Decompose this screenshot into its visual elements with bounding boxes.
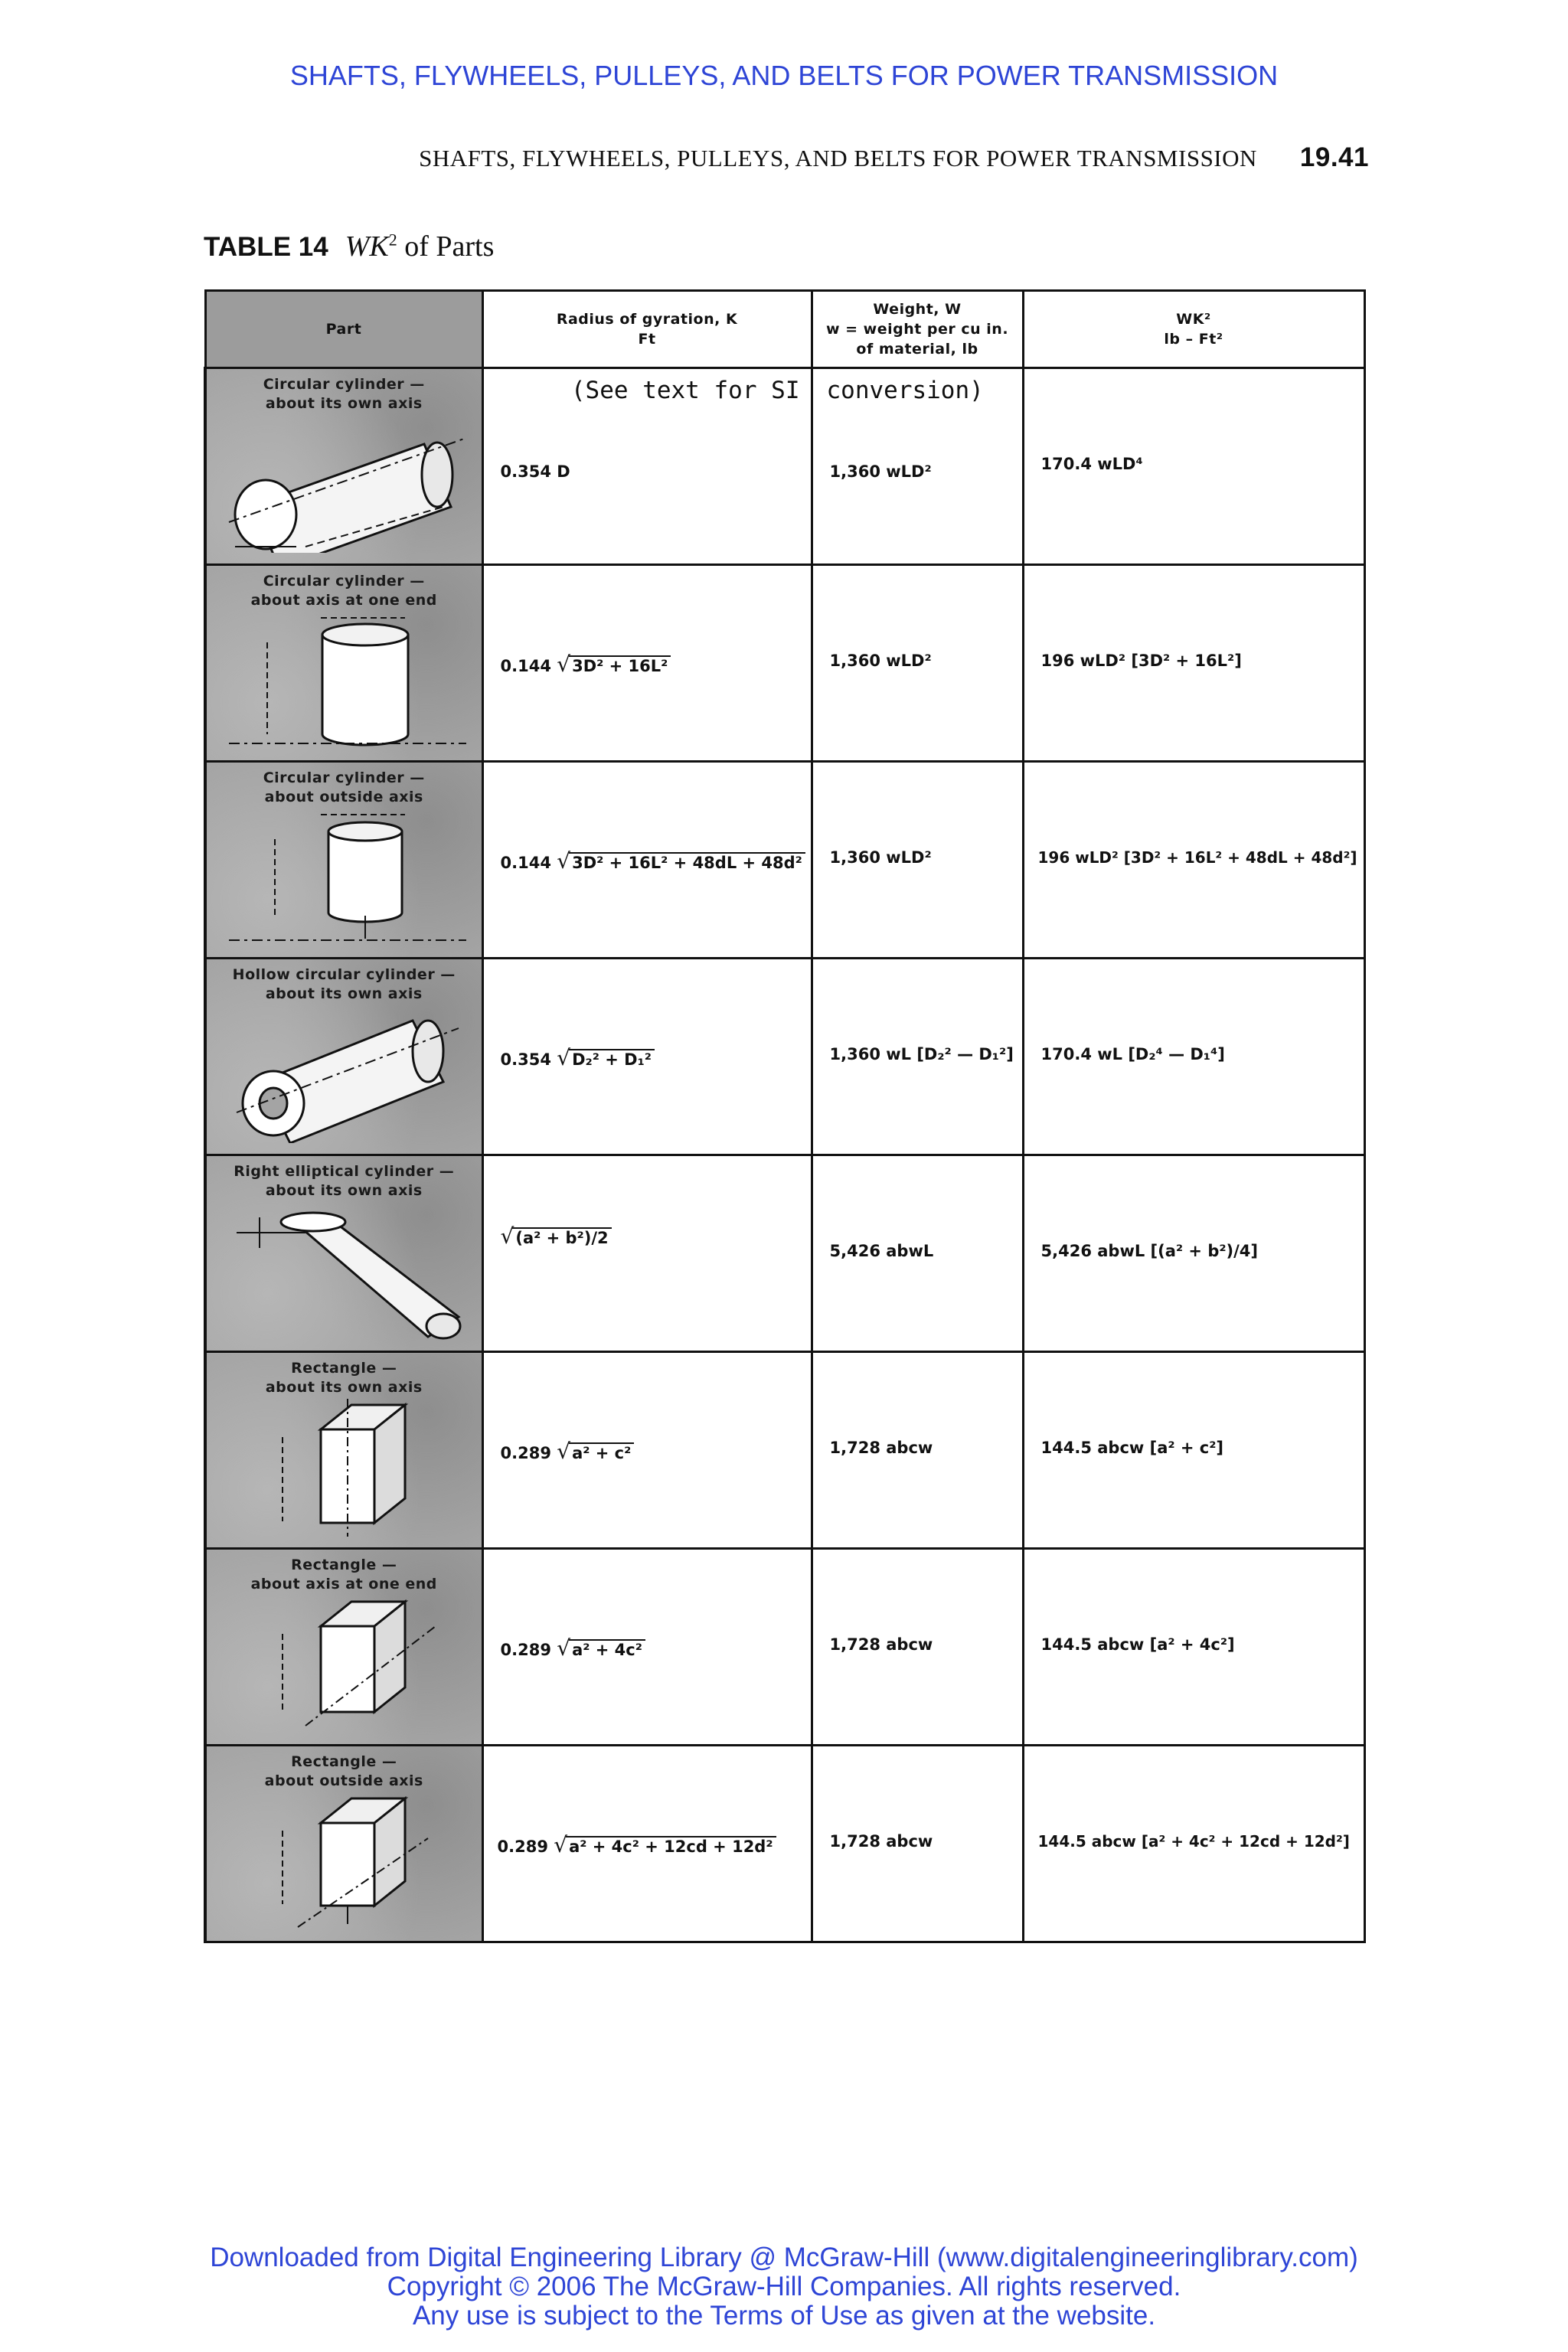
- table-row: [205, 762, 1364, 959]
- footer-download-link[interactable]: Downloaded from Digital Engineering Library @ McGraw-Hill (www.digitalengineeringlibrary.com): [210, 2243, 1358, 2272]
- table-row: [205, 1549, 1364, 1746]
- part-label-line2: about axis at one end: [250, 592, 437, 609]
- radius-prefix: 0.144: [500, 854, 551, 872]
- wk2-value: 196 wLD² [3D² + 16L²]: [1040, 652, 1242, 670]
- vertical-cylinder-end-axis-figure: [214, 612, 474, 750]
- table-row: [205, 959, 1364, 1155]
- part-label-line1: Hollow circular cylinder —: [232, 966, 456, 983]
- radius-prefix: 0.289: [500, 1444, 551, 1462]
- radius-cell: [482, 1746, 812, 1942]
- header-weight: [812, 291, 1023, 368]
- table-header-row: [205, 291, 1364, 368]
- wk2-value: 144.5 abcw [a² + 4c²]: [1040, 1635, 1235, 1654]
- part-label: [207, 763, 482, 807]
- radius-radicand: a² + 4c²: [569, 1639, 645, 1659]
- radius-value: 0.289 √a² + 4c² + 12cd + 12d²: [484, 1746, 811, 1857]
- part-cell: [205, 1746, 482, 1942]
- rectangular-block-own-axis-figure: [214, 1399, 474, 1537]
- wk2-cell: [1023, 565, 1364, 762]
- weight-cell: [812, 762, 1023, 959]
- part-cell: [205, 1352, 482, 1549]
- weight-cell: [812, 959, 1023, 1155]
- part-cell: [205, 1549, 482, 1746]
- radius-radicand: 3D² + 16L² + 48dL + 48d²: [569, 852, 805, 872]
- footer-copyright: Copyright © 2006 The McGraw-Hill Companies. All rights reserved.: [387, 2272, 1181, 2301]
- header-weight-line1: Weight, W: [873, 301, 962, 318]
- radius-value: 0.289 √a² + c²: [484, 1353, 811, 1464]
- weight-cell: [812, 1352, 1023, 1549]
- radius-cell: [482, 565, 812, 762]
- elliptical-cylinder-figure: [214, 1202, 474, 1340]
- part-label-line1: Right elliptical cylinder —: [234, 1163, 455, 1180]
- header-weight-line3: of material, lb: [856, 341, 978, 358]
- radius-value: [484, 420, 811, 481]
- horizontal-cylinder-figure: [214, 415, 474, 553]
- weight-value: 1,728 abcw: [829, 1439, 933, 1457]
- radius-prefix: 0.289: [500, 1641, 551, 1659]
- running-head: [0, 142, 1369, 173]
- table-row: [205, 1155, 1364, 1352]
- wk2-value: 144.5 abcw [a² + c²]: [1040, 1439, 1224, 1457]
- wk2-table: [204, 289, 1366, 1943]
- wk2-value: 170.4 wL [D₂⁴ — D₁⁴]: [1040, 1045, 1225, 1063]
- radius-value: 0.144 √3D² + 16L²: [484, 566, 811, 677]
- part-label-line1: Circular cylinder —: [263, 769, 425, 786]
- radius-cell: [482, 1549, 812, 1746]
- header-wk2: [1023, 291, 1364, 368]
- weight-value: 1,360 wLD²: [829, 848, 932, 867]
- radius-radicand: D₂² + D₁²: [569, 1049, 655, 1069]
- radius-radicand: a² + 4c² + 12cd + 12d²: [566, 1836, 776, 1856]
- part-label-line2: about its own axis: [265, 985, 423, 1002]
- radius-value: 0.144 √3D² + 16L² + 48dL + 48d²: [484, 763, 811, 874]
- running-head-title: SHAFTS, FLYWHEELS, PULLEYS, AND BELTS FOR POWER TRANSMISSION: [419, 145, 1257, 172]
- wk2-cell: [1023, 959, 1364, 1155]
- page-number: 19.41: [1299, 142, 1369, 172]
- header-weight-line2: w = weight per cu in.: [825, 321, 1009, 338]
- wk2-value: 5,426 abwL [(a² + b²)/4]: [1040, 1242, 1259, 1260]
- part-label-line1: Rectangle —: [291, 1557, 397, 1573]
- see-text-note-left: [484, 369, 811, 420]
- radius-cell: [482, 959, 812, 1155]
- part-label-line2: about outside axis: [264, 1772, 423, 1789]
- header-radius: [482, 291, 812, 368]
- part-label-line1: Circular cylinder —: [263, 573, 425, 590]
- part-label-line2: about outside axis: [264, 789, 423, 805]
- table-label: TABLE 14: [204, 232, 328, 262]
- part-label-line1: Rectangle —: [291, 1753, 397, 1770]
- radius-radicand: (a² + b²)/2: [512, 1227, 611, 1247]
- wk2-cell: [1023, 368, 1364, 565]
- wk2-value: 170.4 wLD⁴: [1040, 455, 1143, 473]
- part-label: [207, 1550, 482, 1594]
- footer-notice: [0, 2243, 1568, 2331]
- radius-cell: [482, 368, 812, 565]
- radius-cell: [482, 1155, 812, 1352]
- radius-prefix: 0.354: [500, 1050, 551, 1069]
- see-text-note-right-text: conversion): [826, 377, 984, 404]
- part-label: [207, 369, 482, 413]
- wk2-value: 196 wLD² [3D² + 16L² + 48dL + 48d²]: [1037, 848, 1357, 867]
- hollow-cylinder-figure: [214, 1005, 474, 1143]
- radius-prefix: 0.144: [500, 657, 551, 675]
- radius-radicand: 3D² + 16L²: [569, 655, 671, 675]
- weight-value: 1,728 abcw: [829, 1635, 933, 1654]
- part-cell: [205, 959, 482, 1155]
- wk2-cell: [1023, 762, 1364, 959]
- part-label-line2: about its own axis: [265, 395, 423, 412]
- table-title-text: of Parts: [404, 230, 495, 263]
- vertical-cylinder-outside-axis-figure: [214, 808, 474, 946]
- weight-value: 1,360 wLD²: [829, 462, 932, 481]
- radius-prefix: 0.354 D: [500, 462, 570, 481]
- weight-value: 1,360 wLD²: [829, 652, 932, 670]
- wk2-cell: [1023, 1746, 1364, 1942]
- rectangular-block-outside-axis-figure: [214, 1792, 474, 1930]
- header-wk2-line2: lb – Ft²: [1164, 331, 1223, 348]
- radius-cell: [482, 762, 812, 959]
- table-row: [205, 565, 1364, 762]
- header-part: Part: [205, 291, 482, 368]
- part-label: [207, 1353, 482, 1397]
- table-row: [205, 368, 1364, 565]
- weight-cell: [812, 1155, 1023, 1352]
- see-text-note-right: [813, 369, 1022, 420]
- wk2-cell: [1023, 1352, 1364, 1549]
- rectangular-block-end-axis-figure: [214, 1596, 474, 1733]
- part-label-line1: Rectangle —: [291, 1360, 397, 1377]
- wk2-cell: [1023, 1155, 1364, 1352]
- part-label: [207, 566, 482, 610]
- part-label-line2: about its own axis: [265, 1182, 423, 1199]
- part-label: [207, 1156, 482, 1200]
- weight-value: 5,426 abwL: [829, 1242, 934, 1260]
- see-text-note-left-text: (See text for SI: [570, 377, 800, 404]
- weight-cell: [812, 1549, 1023, 1746]
- table-title-exponent: 2: [388, 230, 397, 250]
- part-cell: [205, 565, 482, 762]
- weight-value: 1,360 wL [D₂² — D₁²]: [829, 1045, 1014, 1063]
- part-label: [207, 959, 482, 1004]
- part-label-line2: about axis at one end: [250, 1576, 437, 1592]
- radius-cell: [482, 1352, 812, 1549]
- header-radius-line1: Radius of gyration, K: [556, 311, 738, 328]
- weight-cell: [812, 1746, 1023, 1942]
- part-label-line2: about its own axis: [265, 1379, 423, 1396]
- part-cell: [205, 762, 482, 959]
- radius-value: 0.289 √a² + 4c²: [484, 1550, 811, 1661]
- radius-value: √(a² + b²)/2: [484, 1156, 811, 1249]
- wk2-value: 144.5 abcw [a² + 4c² + 12cd + 12d²]: [1037, 1832, 1350, 1851]
- weight-value: 1,728 abcw: [829, 1832, 933, 1851]
- wk2-cell: [1023, 1549, 1364, 1746]
- table-row: [205, 1352, 1364, 1549]
- radius-value: 0.354 √D₂² + D₁²: [484, 959, 811, 1070]
- weight-cell: [812, 368, 1023, 565]
- header-radius-line2: Ft: [638, 331, 656, 348]
- footer-terms: Any use is subject to the Terms of Use as given at the website.: [412, 2301, 1156, 2331]
- part-label: [207, 1746, 482, 1791]
- part-cell: [205, 368, 482, 565]
- radius-prefix: 0.289: [497, 1838, 548, 1856]
- table-title: [204, 230, 494, 263]
- table-row: [205, 1746, 1364, 1942]
- radius-radicand: a² + c²: [569, 1442, 634, 1462]
- header-wk2-line1: WK²: [1176, 311, 1211, 328]
- table-title-symbol: WK: [345, 230, 389, 263]
- part-cell: [205, 1155, 482, 1352]
- part-label-line1: Circular cylinder —: [263, 376, 425, 393]
- weight-cell: [812, 565, 1023, 762]
- page-banner: SHAFTS, FLYWHEELS, PULLEYS, AND BELTS FOR POWER TRANSMISSION: [289, 60, 1279, 91]
